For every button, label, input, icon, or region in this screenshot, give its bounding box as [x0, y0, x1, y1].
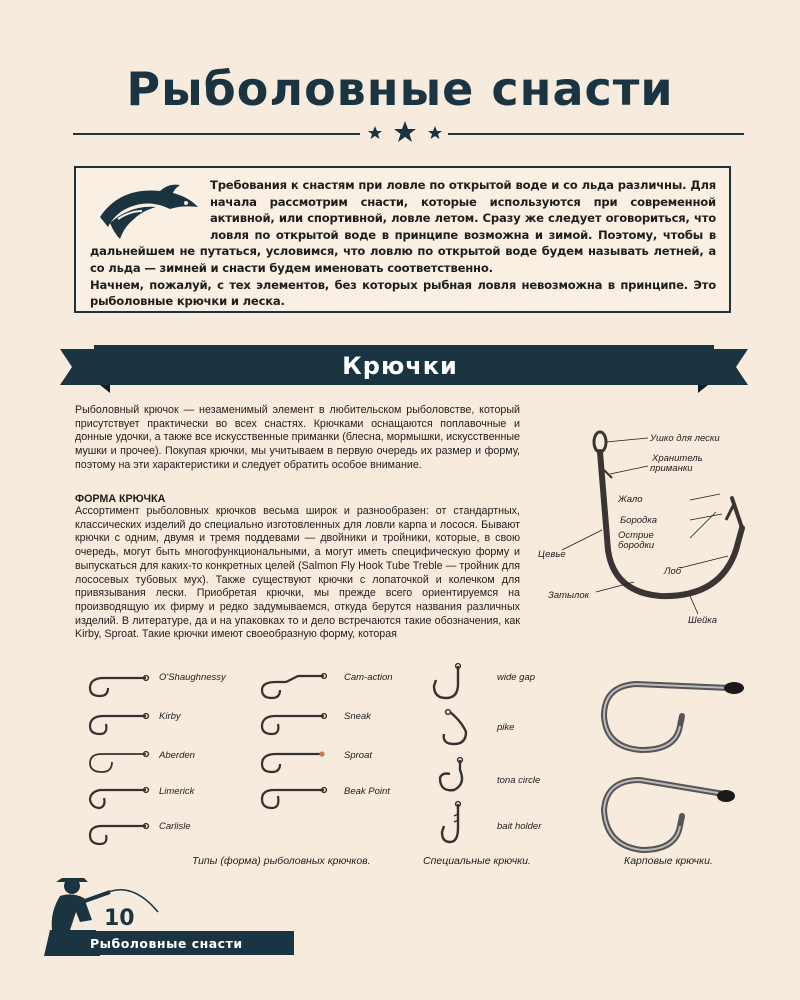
- hook-wide-gap-icon: [428, 662, 472, 702]
- fish-icon: [90, 177, 204, 243]
- section-title: Крючки: [342, 352, 458, 380]
- star-icon: [394, 121, 416, 142]
- stars-ornament: [360, 118, 450, 148]
- carp-hook-2-icon: [596, 770, 756, 860]
- label-barb-tip-1: Острие: [618, 530, 654, 541]
- label-barb-tip-2: бородки: [618, 540, 655, 551]
- label-shank: Цевье: [538, 549, 566, 560]
- hook-label-pike: pike: [497, 722, 515, 733]
- hook-label-limerick: Limerick: [159, 786, 195, 797]
- intro-box: [74, 166, 731, 313]
- hook-label-oshaughnessy: O'Shaughnessy: [159, 672, 226, 683]
- caption-special-hooks: Специальные крючки.: [423, 855, 531, 867]
- hook-label-carlisle: Carlisle: [159, 821, 191, 832]
- intro-paragraph-1: Требования к снастям при ловле по открытой воде и со льда различны. Для начала рассмотрим снасти, которые используются при современной активной, или спортивной, ловле летом. Сразу же следует оговориться, что ловля по открытой воде в принципе возможна и зимой. Поэтому, чтобы в дальнейшем не путаться, условимся, что ловлю по открытой воде будем называть летней, а со льда — зимней и снасти будем именовать соответственно.: [90, 178, 716, 275]
- hook-limerick-icon: [86, 784, 150, 812]
- hook-label-beak-point: Beak Point: [344, 786, 390, 797]
- hook-label-aberden: Aberden: [159, 750, 195, 761]
- hook-aberden-icon: [86, 748, 150, 776]
- hook-label-cam-action: Cam-action: [344, 672, 393, 683]
- label-bait-keeper-2: приманки: [650, 463, 693, 474]
- label-eye: Ушко для лески: [650, 433, 720, 444]
- body-paragraph-2: Ассортимент рыболовных крючков весьма широк и разнообразен: от стандартных, классических изделий до специально изготовленных для ловли карпа и лосося. Бывают крючки с одним, двумя и тремя поддевами — двойники и тройники, которые, в свою очередь, могут быть многофункциональными, а могут иметь специфическую форму и выпускаться для каких-то конкретных целей (Salmon Fly Hook Tube Treble — тройник для лососевых тубовых мух). Также существуют крючки с лопаточкой и колечком для привязывания лески. Приобретая крючки, мы прежде всего ориентируемся на производящую их фирму и редко задумываемся, откуда берутся названия различных изделий. В литературе, да и на упаковках то и дело встречаются такие обозначения, как Kirby, Sproat. Такие крючки имеют своеобразную форму, которая: [75, 505, 520, 641]
- label-bait-keeper-1: Хранитель: [652, 453, 703, 464]
- caption-carp-hooks: Карповые крючки.: [624, 855, 713, 867]
- hook-cam-action-icon: [258, 670, 328, 700]
- hook-label-wide-gap: wide gap: [497, 672, 536, 683]
- hook-oshaughnessy-icon: [86, 672, 150, 700]
- star-icon: [368, 126, 382, 139]
- hook-bait-holder-icon: [436, 800, 476, 846]
- hook-beak-point-icon: [258, 784, 328, 812]
- body-paragraph-1: Рыболовный крючок — незаменимый элемент в любительском рыболовстве, который присутствует практически во всех снастях. Крючками оснащаются поплавочные и донные удочки, а также все искусственные приманки (блесна, мормышки, искусственные мушки и прочее). Покупая крючки, мы учитываем в первую очередь их размер и форму, поэтому на эти характеристики и следует обратить особое внимание.: [75, 404, 520, 471]
- title-rule-left: [73, 133, 360, 135]
- carp-hook-1-icon: [596, 670, 756, 760]
- intro-paragraph-2: Начнем, пожалуй, с тех элементов, без которых рыбная ловля невозможна в принципе. Это рыболовные крючки и леска.: [90, 277, 716, 309]
- hook-label-sproat: Sproat: [344, 750, 372, 761]
- subheading-hook-shape: ФОРМА КРЮЧКА: [75, 493, 166, 505]
- label-barb: Бородка: [620, 515, 658, 526]
- footer-label: Рыболовные снасти: [90, 936, 243, 951]
- hook-pike-icon: [436, 708, 476, 748]
- page-title: Рыболовные снасти: [126, 62, 674, 116]
- hook-carlisle-icon: [86, 820, 150, 848]
- hook-label-kirby: Kirby: [159, 711, 181, 722]
- label-throat: Шейка: [688, 615, 718, 626]
- star-icon: [428, 126, 442, 139]
- caption-hook-types: Типы (форма) рыболовных крючков.: [192, 855, 371, 867]
- label-point: Жало: [618, 494, 643, 505]
- hook-kirby-icon: [86, 710, 150, 738]
- label-bend: Затылок: [548, 590, 590, 601]
- hook-label-bait-holder: bait holder: [497, 821, 542, 832]
- hook-label-tona-circle: tona circle: [497, 775, 541, 786]
- hook-label-sneak: Sneak: [344, 711, 371, 722]
- page-number: 10: [104, 906, 135, 931]
- hook-sneak-icon: [258, 710, 328, 738]
- hook-sproat-icon: [258, 748, 328, 776]
- title-rule-right: [448, 133, 744, 135]
- label-gap: Лоб: [664, 566, 682, 577]
- hook-tona-circle-icon: [434, 756, 474, 796]
- intro-text: [90, 177, 716, 310]
